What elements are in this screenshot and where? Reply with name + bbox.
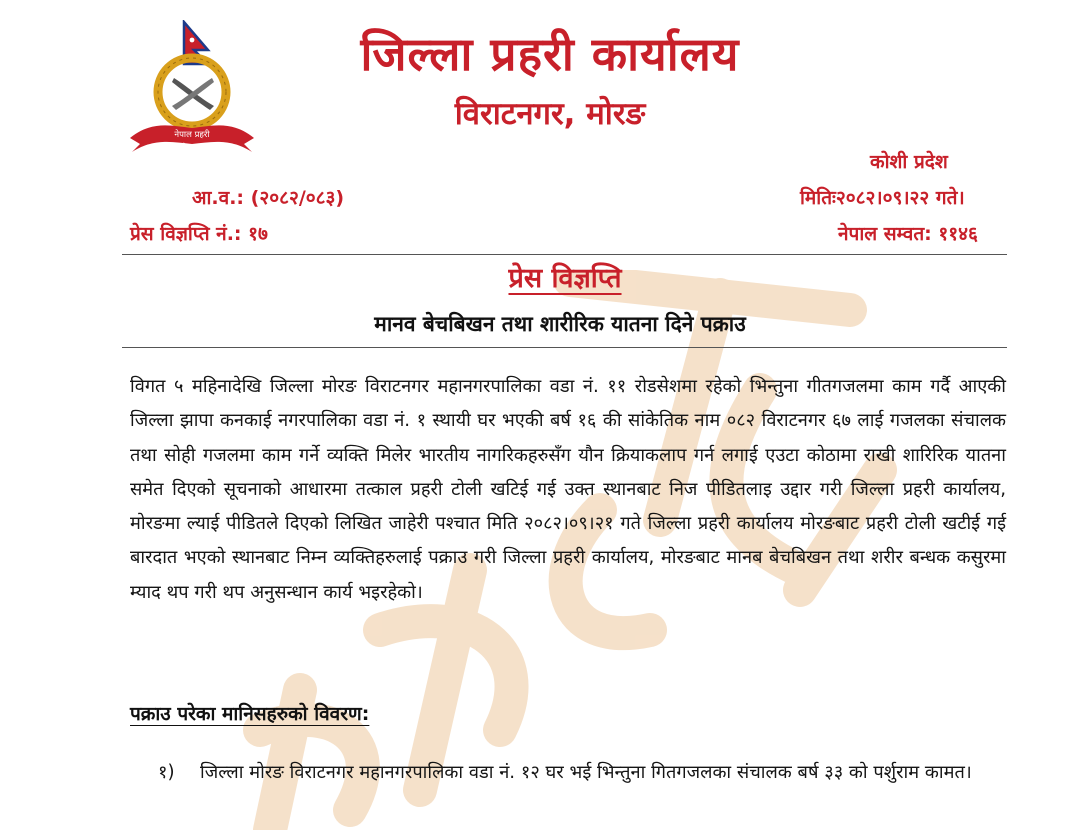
press-release-subject: मानव बेचबिखन तथा शारीरिक यातना दिने पक्राउ (374, 312, 746, 336)
fiscal-year-label: आ.व.: (२०८२/०८३) (192, 187, 345, 209)
province-label: कोशी प्रदेश (870, 151, 948, 173)
emblem-motto-text: सत्य सेवा सुरक्षणम् (168, 143, 216, 151)
arrested-persons-heading: पक्राउ परेका मानिसहरुको विवरण: (130, 703, 370, 725)
list-item-text: जिल्ला मोरङ विराटनगर महानगरपालिका वडा नं. १२ घर भई भिन्तुना गितगजलका संचालक बर्ष ३३ को पर्शुराम कामत। (200, 762, 972, 783)
emblem-top-text: नेपाल प्रहरी (174, 130, 210, 140)
nepal-police-emblem-logo (122, 20, 272, 158)
date-label: मितिः२०८२।०९।२२ गते। (800, 187, 965, 209)
press-release-body: विगत ५ महिनादेखि जिल्ला मोरङ विराटनगर महानगरपालिका वडा नं. ११ रोडसेशमा रहेको भिन्तुना गीतगजलमा काम गर्दै आएकी जिल्ला झापा कनकाई नगरपालिका वडा नं. १ स्थायी घर भएकी बर्ष १६ की सांकेतिक नाम ०८२ विराटनगर ६७ लाई गजलका संचालक तथा सोही गजलमा काम गर्ने व्यक्ति मिलेर भारतीय नागरिकहरुसँग यौन क्रियाकलाप गर्न लगाई एउटा कोठामा राखी शारिरिक यातना समेत दिएको सूचनाको आधारमा तत्काल प्रहरी टोली खटिई गई उक्त स्थानबाट निज पीडितलाइ उद्दार गरी जिल्ला प्रहरी कार्यालय, मोरङमा ल्याई पीडितले दिएको लिखित जाहेरी पश्चात मिति २०८२।०९।२१ गते जिल्ला प्रहरी कार्यालय मोरङबाट प्रहरी टोली खटीई गई बारदात भएको स्थानबाट निम्न व्यक्तिहरुलाई पक्राउ गरी जिल्ला प्रहरी कार्यालय, मोरङबाट मानब बेचबिखन तथा शरीर बन्धक कसुरमा म्याद थप गरी थप अनुसन्धान कार्य भइरहेको। (130, 376, 1006, 603)
press-release-heading: प्रेस विज्ञप्ति (508, 263, 622, 294)
list-item (158, 756, 1006, 790)
list-item-number: १) (158, 762, 175, 783)
subject-divider (122, 347, 1007, 348)
press-release-number: प्रेस विज्ञप्ति नं.: १७ (130, 223, 268, 245)
office-location-subtitle: विराटनगर, मोरङ (454, 96, 646, 132)
header-divider (122, 254, 1007, 255)
office-name-title: जिल्ला प्रहरी कार्यालय (360, 27, 740, 81)
nepal-sambat-label: नेपाल सम्वत: ११४६ (838, 223, 978, 245)
